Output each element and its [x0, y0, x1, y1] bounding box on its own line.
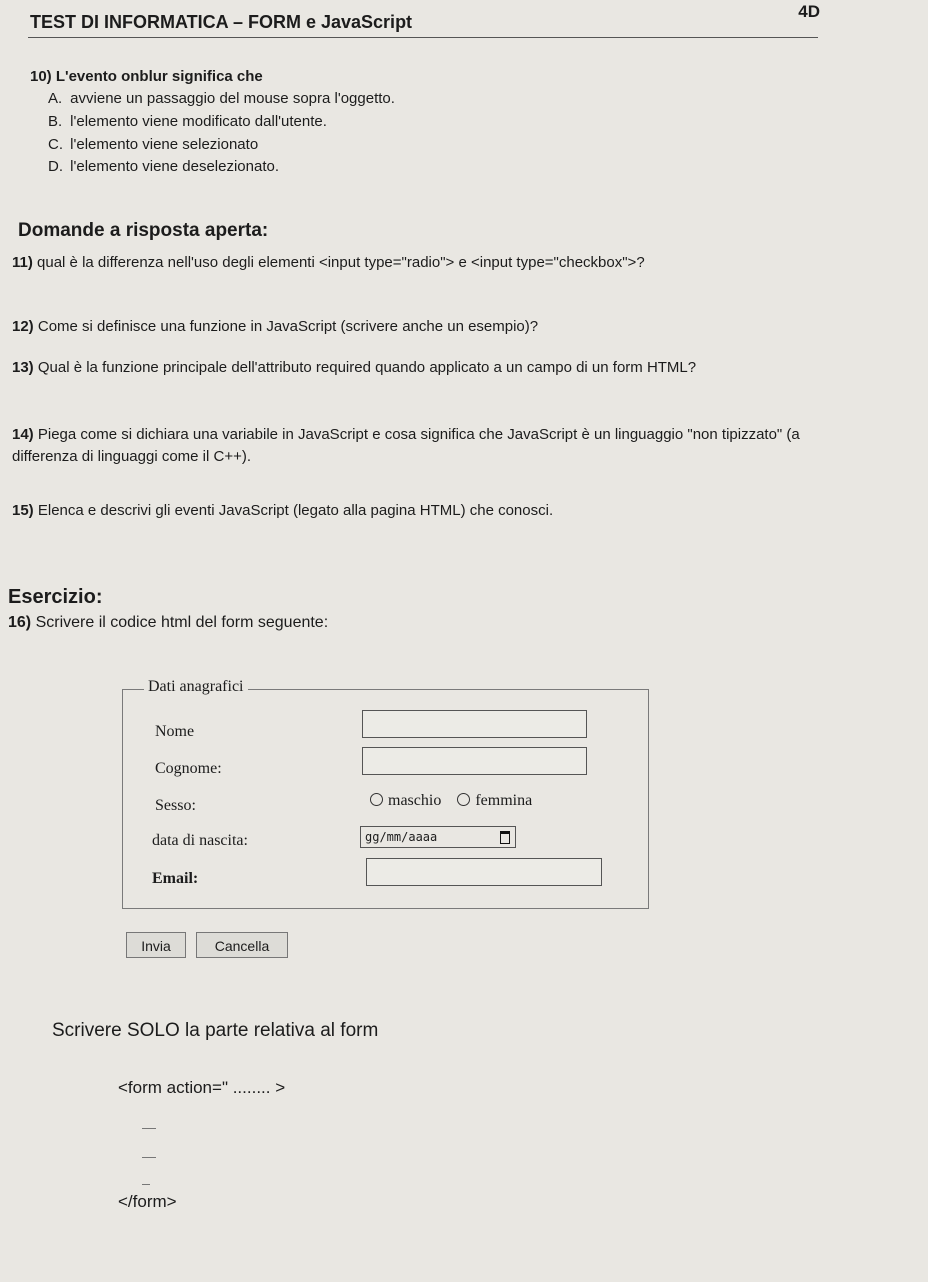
sesso-radio-group — [370, 792, 532, 810]
page-code: 4D — [798, 2, 820, 21]
nome-input[interactable] — [362, 710, 587, 738]
test-title: TEST DI INFORMATICA – FORM e JavaScript — [30, 12, 413, 32]
answer-line — [142, 1157, 156, 1158]
option-a: A. avviene un passaggio del mouse sopra l'oggetto. — [48, 90, 395, 107]
nome-label: Nome — [155, 723, 195, 740]
submit-button[interactable]: Invia — [126, 932, 186, 958]
data-nascita-label: data di nascita: — [152, 832, 248, 849]
question-12: 12) Come si definisce una funzione in JavaScript (scrivere anche un esempio)? — [12, 318, 539, 335]
answer-line — [142, 1128, 156, 1129]
option-d: D. l'elemento viene deselezionato. — [48, 158, 280, 175]
radio-femmina[interactable]: femmina — [457, 792, 532, 809]
answer-line — [142, 1184, 150, 1185]
code-form-close: </form> — [118, 1192, 177, 1211]
cognome-label: Cognome: — [155, 760, 222, 777]
open-questions-heading: Domande a risposta aperta: — [18, 220, 269, 241]
email-input[interactable] — [366, 858, 602, 886]
calendar-icon[interactable] — [500, 831, 510, 844]
fieldset-legend: Dati anagrafici — [144, 678, 248, 696]
question-15: 15) Elenca e descrivi gli eventi JavaScript (legato alla pagina HTML) che conosci. — [12, 502, 554, 519]
radio-circle-icon — [457, 793, 470, 806]
question-11: 11) qual è la differenza nell'uso degli elementi <input type="radio"> e <input type="checkbox">? — [12, 254, 645, 271]
code-form-open: <form action=" ........ > — [118, 1078, 286, 1097]
radio-maschio[interactable]: maschio — [370, 792, 441, 809]
question-10: 10) L'evento onblur significa che — [30, 68, 263, 85]
exercise-heading: Esercizio: — [8, 586, 103, 608]
date-input[interactable] — [360, 826, 516, 848]
radio-circle-icon — [370, 793, 383, 806]
email-label: Email: — [152, 870, 199, 887]
instruction-text: Scrivere SOLO la parte relativa al form — [52, 1020, 379, 1041]
option-b: B. l'elemento viene modificato dall'utente. — [48, 113, 327, 130]
reset-button[interactable]: Cancella — [196, 932, 288, 958]
question-14: 14) Piega come si dichiara una variabile in JavaScript e cosa significa che JavaScript è un linguaggio "non tipizzato" (a differenza di linguaggi come il C++). — [12, 426, 800, 465]
cognome-input[interactable] — [362, 747, 587, 775]
date-placeholder: gg/mm/aaaa — [365, 830, 438, 844]
question-13: 13) Qual è la funzione principale dell'attributo required quando applicato a un campo di un form HTML? — [12, 359, 697, 376]
sesso-label: Sesso: — [155, 797, 196, 814]
question-16: 16) Scrivere il codice html del form seguente: — [8, 614, 329, 631]
header-rule — [28, 37, 818, 38]
option-c: C. l'elemento viene selezionato — [48, 136, 259, 153]
